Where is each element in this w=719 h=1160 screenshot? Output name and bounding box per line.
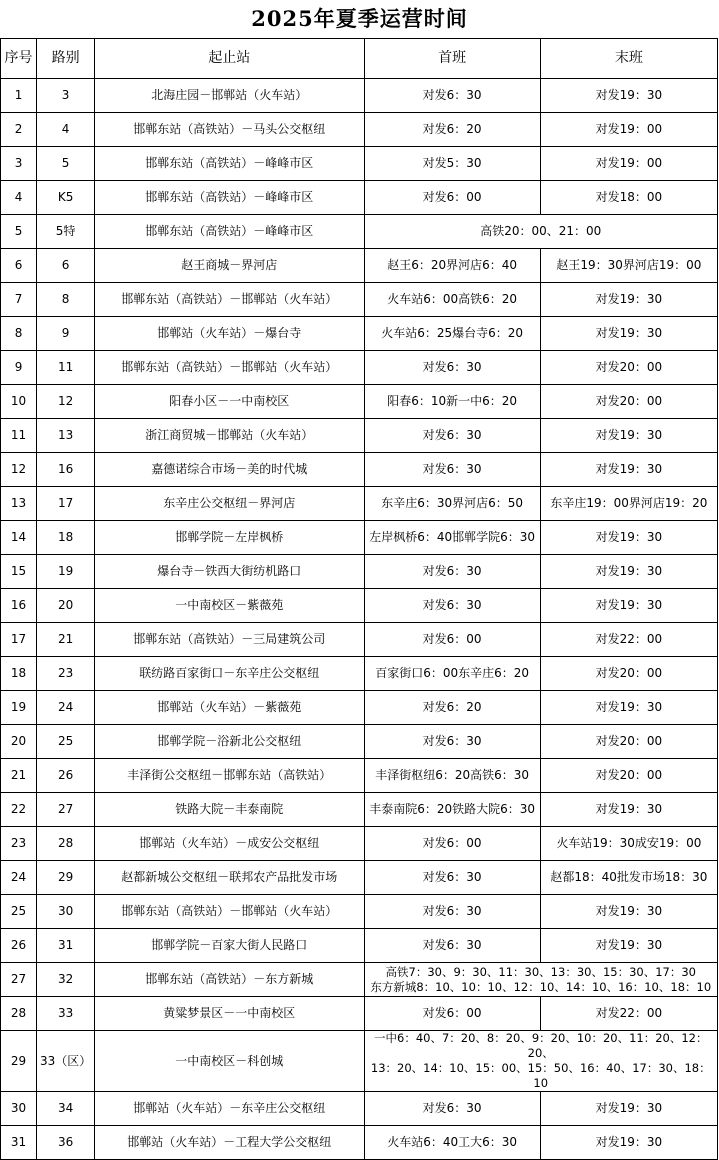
header-first: 首班 (364, 39, 540, 79)
table-row (1, 589, 718, 623)
route-cell: 29 (37, 861, 95, 895)
last-bus-cell: 对发20：00 (540, 385, 717, 419)
schedule-line: 一中6：40、7：20、8：20、9：20、10：20、11：20、12：20、 (374, 1031, 708, 1060)
route-cell: 32 (37, 963, 95, 997)
stations-cell: 铁路大院－丰泰南院 (95, 793, 364, 827)
route-cell: K5 (37, 181, 95, 215)
route-cell: 5特 (37, 215, 95, 249)
row-number: 28 (1, 997, 37, 1031)
stations-cell: 联纺路百家街口－东辛庄公交枢纽 (95, 657, 364, 691)
row-number: 21 (1, 759, 37, 793)
table-row (1, 793, 718, 827)
last-bus-cell: 对发19：30 (540, 283, 717, 317)
stations-cell: 邯郸站（火车站）－东辛庄公交枢纽 (95, 1092, 364, 1126)
stations-cell: 黄粱梦景区－一中南校区 (95, 997, 364, 1031)
last-bus-cell: 赵王19：30界河店19：00 (540, 249, 717, 283)
header-no: 序号 (1, 39, 37, 79)
table-row (1, 929, 718, 963)
table-row (1, 895, 718, 929)
row-number: 27 (1, 963, 37, 997)
stations-cell: 邯郸东站（高铁站）－马头公交枢纽 (95, 113, 364, 147)
header-route: 路别 (37, 39, 95, 79)
last-bus-cell: 对发19：30 (540, 793, 717, 827)
route-cell: 20 (37, 589, 95, 623)
stations-cell: 邯郸东站（高铁站）－东方新城 (95, 963, 364, 997)
row-number: 19 (1, 691, 37, 725)
row-number: 15 (1, 555, 37, 589)
first-bus-cell: 对发6：20 (364, 113, 540, 147)
first-bus-cell: 丰泰南院6：20铁路大院6：30 (364, 793, 540, 827)
schedule-merged-cell (364, 963, 718, 997)
schedule-line: 东方新城8：10、10：10、12：10、14：10、16：10、18：10 (370, 979, 712, 994)
table-row (1, 419, 718, 453)
route-cell: 24 (37, 691, 95, 725)
stations-cell: 一中南校区－科创城 (95, 1031, 364, 1092)
table-row (1, 79, 718, 113)
row-number: 22 (1, 793, 37, 827)
row-number: 12 (1, 453, 37, 487)
table-row (1, 351, 718, 385)
schedule-line: 13：20、14：10、15：00、15：50、16：40、17：30、18：10 (370, 1061, 711, 1090)
first-bus-cell: 对发6：30 (364, 1092, 540, 1126)
row-number: 26 (1, 929, 37, 963)
row-number: 16 (1, 589, 37, 623)
row-number: 11 (1, 419, 37, 453)
table-row (1, 759, 718, 793)
row-number: 23 (1, 827, 37, 861)
route-cell: 12 (37, 385, 95, 419)
first-bus-cell: 对发6：20 (364, 691, 540, 725)
first-bus-cell: 丰泽街枢纽6：20高铁6：30 (364, 759, 540, 793)
schedule-merged-cell: 高铁20：00、21：00 (364, 215, 718, 249)
route-cell: 13 (37, 419, 95, 453)
last-bus-cell: 对发18：00 (540, 181, 717, 215)
route-cell: 36 (37, 1126, 95, 1160)
page-title: 2025年夏季运营时间 (251, 6, 468, 31)
last-bus-cell: 对发19：30 (540, 317, 717, 351)
row-number: 24 (1, 861, 37, 895)
stations-cell: 赵王商城－界河店 (95, 249, 364, 283)
table-row (1, 861, 718, 895)
route-cell: 16 (37, 453, 95, 487)
first-bus-cell: 对发6：00 (364, 623, 540, 657)
first-bus-cell: 火车站6：40工大6：30 (364, 1126, 540, 1160)
first-bus-cell: 对发6：30 (364, 895, 540, 929)
last-bus-cell: 对发19：30 (540, 79, 717, 113)
stations-cell: 一中南校区－紫薇苑 (95, 589, 364, 623)
table-row (1, 249, 718, 283)
last-bus-cell: 对发19：30 (540, 419, 717, 453)
row-number: 20 (1, 725, 37, 759)
first-bus-cell: 对发6：30 (364, 419, 540, 453)
last-bus-cell: 对发19：30 (540, 1126, 717, 1160)
first-bus-cell: 对发6：30 (364, 589, 540, 623)
first-bus-cell: 左岸枫桥6：40邯郸学院6：30 (364, 521, 540, 555)
first-bus-cell: 对发6：30 (364, 929, 540, 963)
table-row (1, 453, 718, 487)
row-number: 17 (1, 623, 37, 657)
schedule-merged-cell (364, 1031, 718, 1092)
row-number: 2 (1, 113, 37, 147)
table-row (1, 657, 718, 691)
table-row (1, 1092, 718, 1126)
table-row (1, 181, 718, 215)
last-bus-cell: 对发20：00 (540, 725, 717, 759)
route-cell: 17 (37, 487, 95, 521)
row-number: 30 (1, 1092, 37, 1126)
stations-cell: 阳春小区－一中南校区 (95, 385, 364, 419)
table-row (1, 725, 718, 759)
first-bus-cell: 火车站6：25爆台寺6：20 (364, 317, 540, 351)
table-row (1, 113, 718, 147)
table-row (1, 997, 718, 1031)
table-row (1, 555, 718, 589)
row-number: 29 (1, 1031, 37, 1092)
first-bus-cell: 对发6：00 (364, 181, 540, 215)
first-bus-cell: 对发6：30 (364, 453, 540, 487)
last-bus-cell: 对发19：30 (540, 929, 717, 963)
stations-cell: 邯郸站（火车站）－工程大学公交枢纽 (95, 1126, 364, 1160)
row-number: 25 (1, 895, 37, 929)
table-row (1, 1031, 718, 1092)
stations-cell: 浙江商贸城－邯郸站（火车站） (95, 419, 364, 453)
last-bus-cell: 对发19：30 (540, 555, 717, 589)
stations-cell: 邯郸学院－浴新北公交枢纽 (95, 725, 364, 759)
schedule-table (0, 38, 718, 1160)
stations-cell: 邯郸东站（高铁站）－邯郸站（火车站） (95, 351, 364, 385)
stations-cell: 邯郸东站（高铁站）－邯郸站（火车站） (95, 283, 364, 317)
last-bus-cell: 对发19：00 (540, 147, 717, 181)
row-number: 1 (1, 79, 37, 113)
route-cell: 21 (37, 623, 95, 657)
table-row (1, 215, 718, 249)
route-cell: 33（区） (37, 1031, 95, 1092)
row-number: 9 (1, 351, 37, 385)
first-bus-cell: 火车站6：00高铁6：20 (364, 283, 540, 317)
last-bus-cell: 对发22：00 (540, 623, 717, 657)
row-number: 13 (1, 487, 37, 521)
last-bus-cell: 对发20：00 (540, 351, 717, 385)
stations-cell: 邯郸学院－百家大街人民路口 (95, 929, 364, 963)
first-bus-cell: 对发6：30 (364, 351, 540, 385)
stations-cell: 北海庄园－邯郸站（火车站） (95, 79, 364, 113)
stations-cell: 邯郸东站（高铁站）－邯郸站（火车站） (95, 895, 364, 929)
route-cell: 5 (37, 147, 95, 181)
stations-cell: 邯郸站（火车站）－爆台寺 (95, 317, 364, 351)
row-number: 10 (1, 385, 37, 419)
route-cell: 27 (37, 793, 95, 827)
stations-cell: 嘉德诺综合市场－美的时代城 (95, 453, 364, 487)
table-row (1, 147, 718, 181)
row-number: 3 (1, 147, 37, 181)
last-bus-cell: 对发22：00 (540, 997, 717, 1031)
stations-cell: 邯郸站（火车站）－紫薇苑 (95, 691, 364, 725)
first-bus-cell: 对发6：30 (364, 555, 540, 589)
route-cell: 28 (37, 827, 95, 861)
route-cell: 6 (37, 249, 95, 283)
route-cell: 33 (37, 997, 95, 1031)
table-row (1, 1126, 718, 1160)
first-bus-cell: 对发6：30 (364, 861, 540, 895)
route-cell: 34 (37, 1092, 95, 1126)
last-bus-cell: 赵都18：40批发市场18：30 (540, 861, 717, 895)
table-row (1, 317, 718, 351)
first-bus-cell: 对发6：30 (364, 725, 540, 759)
first-bus-cell: 对发6：00 (364, 997, 540, 1031)
route-cell: 3 (37, 79, 95, 113)
table-row (1, 283, 718, 317)
stations-cell: 东辛庄公交枢纽－界河店 (95, 487, 364, 521)
stations-cell: 邯郸东站（高铁站）－峰峰市区 (95, 147, 364, 181)
first-bus-cell: 东辛庄6：30界河店6：50 (364, 487, 540, 521)
route-cell: 4 (37, 113, 95, 147)
table-body (1, 79, 718, 1160)
last-bus-cell: 对发19：30 (540, 895, 717, 929)
route-cell: 19 (37, 555, 95, 589)
stations-cell: 邯郸东站（高铁站）－峰峰市区 (95, 181, 364, 215)
row-number: 7 (1, 283, 37, 317)
row-number: 5 (1, 215, 37, 249)
header-row (1, 39, 718, 79)
stations-cell: 丰泽街公交枢纽－邯郸东站（高铁站） (95, 759, 364, 793)
last-bus-cell: 对发19：30 (540, 589, 717, 623)
route-cell: 9 (37, 317, 95, 351)
first-bus-cell: 赵王6：20界河店6：40 (364, 249, 540, 283)
table-row (1, 521, 718, 555)
first-bus-cell: 对发6：00 (364, 827, 540, 861)
stations-cell: 邯郸站（火车站）－成安公交枢纽 (95, 827, 364, 861)
stations-cell: 邯郸东站（高铁站）－三局建筑公司 (95, 623, 364, 657)
last-bus-cell: 对发19：30 (540, 1092, 717, 1126)
table-row (1, 691, 718, 725)
first-bus-cell: 百家街口6：00东辛庄6：20 (364, 657, 540, 691)
header-last: 末班 (540, 39, 717, 79)
last-bus-cell: 东辛庄19：00界河店19：20 (540, 487, 717, 521)
last-bus-cell: 对发20：00 (540, 759, 717, 793)
last-bus-cell: 对发20：00 (540, 657, 717, 691)
table-row (1, 385, 718, 419)
route-cell: 23 (37, 657, 95, 691)
first-bus-cell: 对发6：30 (364, 79, 540, 113)
stations-cell: 邯郸东站（高铁站）－峰峰市区 (95, 215, 364, 249)
row-number: 31 (1, 1126, 37, 1160)
table-row (1, 963, 718, 997)
row-number: 18 (1, 657, 37, 691)
last-bus-cell: 对发19：30 (540, 691, 717, 725)
row-number: 8 (1, 317, 37, 351)
last-bus-cell: 对发19：00 (540, 113, 717, 147)
header-stations: 起止站 (95, 39, 364, 79)
table-row (1, 487, 718, 521)
route-cell: 11 (37, 351, 95, 385)
stations-cell: 爆台寺－铁西大街纺机路口 (95, 555, 364, 589)
row-number: 14 (1, 521, 37, 555)
route-cell: 25 (37, 725, 95, 759)
first-bus-cell: 阳春6：10新一中6：20 (364, 385, 540, 419)
route-cell: 8 (37, 283, 95, 317)
last-bus-cell: 对发19：30 (540, 521, 717, 555)
route-cell: 26 (37, 759, 95, 793)
schedule-line: 高铁7：30、9：30、11：30、13：30、15：30、17：30 (385, 964, 696, 979)
route-cell: 30 (37, 895, 95, 929)
stations-cell: 赵都新城公交枢纽－联邦农产品批发市场 (95, 861, 364, 895)
table-row (1, 827, 718, 861)
stations-cell: 邯郸学院－左岸枫桥 (95, 521, 364, 555)
last-bus-cell: 火车站19：30成安19：00 (540, 827, 717, 861)
row-number: 4 (1, 181, 37, 215)
route-cell: 31 (37, 929, 95, 963)
first-bus-cell: 对发5：30 (364, 147, 540, 181)
row-number: 6 (1, 249, 37, 283)
table-row (1, 623, 718, 657)
route-cell: 18 (37, 521, 95, 555)
last-bus-cell: 对发19：30 (540, 453, 717, 487)
